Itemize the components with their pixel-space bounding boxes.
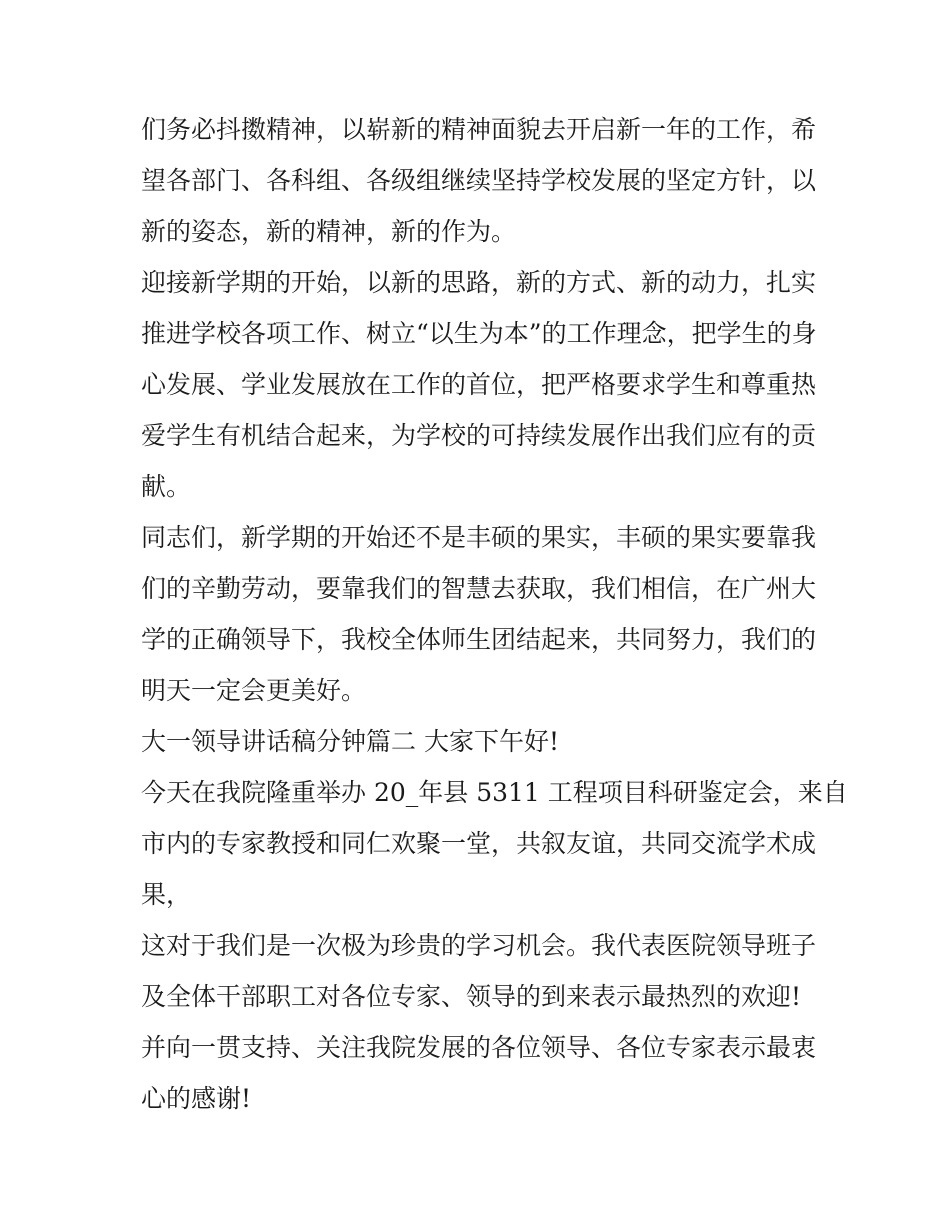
- text-line: 并向一贯支持、关注我院发展的各位领导、各位专家表示最衷: [141, 1033, 817, 1062]
- text-line: 爱学生有机结合起来，为学校的可持续发展作出我们应有的贡: [141, 421, 817, 450]
- text-line: 心的感谢!: [141, 1084, 252, 1113]
- text-line: 市内的专家教授和同仁欢聚一堂，共叙友谊，共同交流学术成: [141, 829, 817, 858]
- text-line: 推进学校各项工作、树立“以生为本”的工作理念，把学生的身: [141, 319, 817, 348]
- text-line: 同志们，新学期的开始还不是丰硕的果实，丰硕的果实要靠我: [141, 523, 817, 552]
- text-line: 心发展、学业发展放在工作的首位，把严格要求学生和尊重热: [141, 370, 817, 399]
- text-line: 们的辛勤劳动，要靠我们的智慧去获取，我们相信，在广州大: [141, 574, 817, 603]
- text-line: 学的正确领导下，我校全体师生团结起来，共同努力，我们的: [141, 625, 817, 654]
- body-text: [141, 104, 848, 1124]
- text-line: 新的姿态，新的精神，新的作为。: [141, 217, 517, 246]
- text-line: 望各部门、各科组、各级组继续坚持学校发展的坚定方针，以: [141, 166, 817, 195]
- section-heading-line: 大一领导讲话稿分钟篇二 大家下午好!: [141, 727, 559, 756]
- text-line: 明天一定会更美好。: [141, 676, 367, 705]
- text-line: 果，: [141, 880, 192, 909]
- text-line: 迎接新学期的开始，以新的思路，新的方式、新的动力，扎实: [141, 268, 817, 297]
- text-line: 们务必抖擞精神，以崭新的精神面貌去开启新一年的工作，希: [141, 115, 817, 144]
- text-line: 献。: [141, 472, 192, 501]
- text-line: 今天在我院隆重举办 20_年县 5311 工程项目科研鉴定会，来自: [141, 778, 848, 807]
- text-line: 及全体干部职工对各位专家、领导的到来表示最热烈的欢迎!: [141, 982, 802, 1011]
- text-line: 这对于我们是一次极为珍贵的学习机会。我代表医院领导班子: [141, 931, 817, 960]
